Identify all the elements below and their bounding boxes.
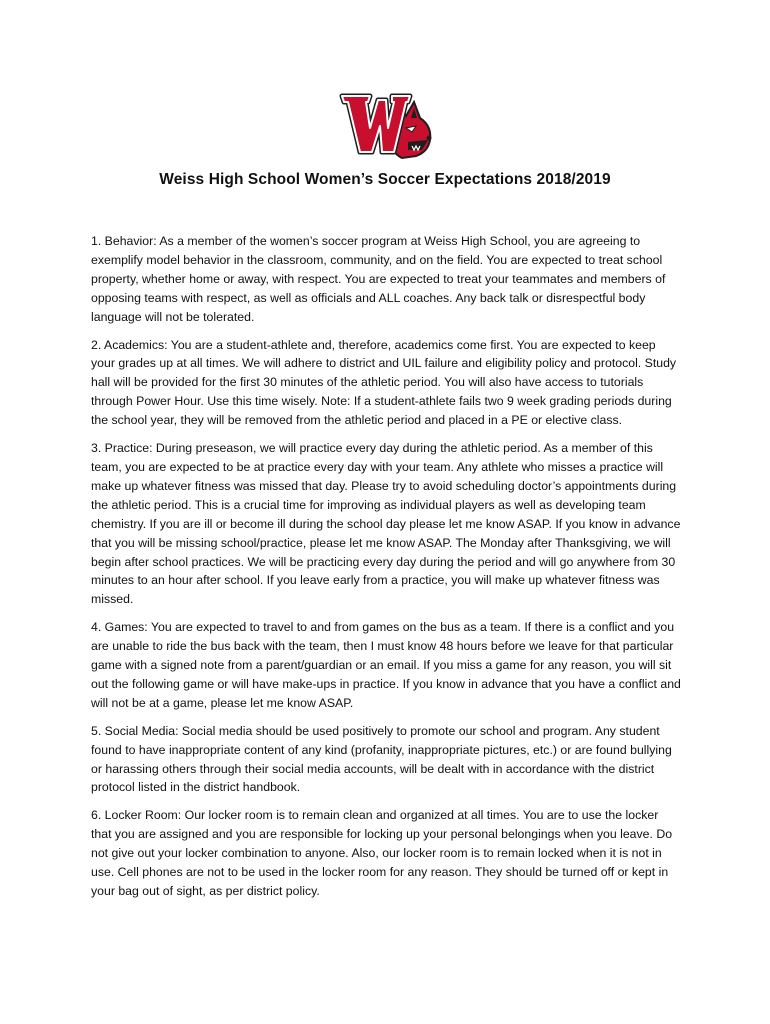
paragraph-locker-room: 6. Locker Room: Our locker room is to remain clean and organized at all times. You are to use the locker that you are assigned and you are responsible for locking up your personal belongings when you leave. Do not give out your locker combination to anyone. Also, our locker room is to remain locked when it is not in use. Cell phones are not to be used in the locker room for any reason. They should be turned off or kept in your bag out of sight, as per district policy.	[91, 808, 673, 898]
paragraph-social-media: 5. Social Media: Social media should be used positively to promote our school and program. Any student found to have inappropriate content of any kind (profanity, inappropriate pictures, etc.) or are found bullying or harassing others through their social media accounts, will be dealt with in accordance with the district protocol listed in the district handbook.	[91, 723, 672, 795]
paragraph-practice: 3. Practice: During preseason, we will practice every day during the athletic period. As a member of this team, you are expected to be at practice every day with your team. Any athlete who misses a practice will make up whatever fitness was missed that day. Please try to avoid scheduling doctor’s appointments during the athletic period. This is a crucial time for improving as individual players as well as developing team chemistry. If you are ill or become ill during the school day please let me know ASAP. If you know in advance that you will be missing school/practice, please let me know ASAP. The Monday after Thanksgiving, we will begin after school practices. We will be practicing every day during the period and will go anywhere from 30 minutes to an hour after school. If you leave early from a practice, you will make up whatever fitness was missed.	[91, 441, 681, 607]
wolf-w-logo-icon	[336, 88, 436, 160]
paragraph-games: 4. Games: You are expected to travel to and from games on the bus as a team. If there is a conflict and you are unable to ride the bus back with the team, then I must know 48 hours before we leave for that particular game with a signed note from a parent/guardian or an email. If you miss a game for any reason, you will sit out the following game or will have make-ups in practice. If you know in advance that you have a conflict and will not be at a game, please let me know ASAP.	[91, 620, 681, 710]
paragraph-academics: 2. Academics: You are a student-athlete and, therefore, academics come first. You are expected to keep your grades up at all times. We will adhere to district and UIL failure and eligibility policy and protocol. Study hall will be provided for the first 30 minutes of the athletic period. You will also have access to tutorials through Power Hour. Use this time wisely. Note: If a student-athlete fails two 9 week grading periods during the school year, they will be removed from the athletic period and placed in a PE or elective class.	[91, 337, 677, 428]
school-logo	[336, 88, 436, 160]
expectations-list	[91, 232, 681, 910]
document-title: Weiss High School Women’s Soccer Expectations 2018/2019	[159, 171, 611, 188]
paragraph-behavior: 1. Behavior: As a member of the women’s soccer program at Weiss High School, you are agreeing to exemplify model behavior in the classroom, community, and on the field. You are expected to treat school property, whether home or away, with respect. You are expected to treat your teammates and members of opposing teams with respect, as well as officials and ALL coaches. Any back talk or disrespectful body language will not be tolerated.	[91, 234, 666, 324]
